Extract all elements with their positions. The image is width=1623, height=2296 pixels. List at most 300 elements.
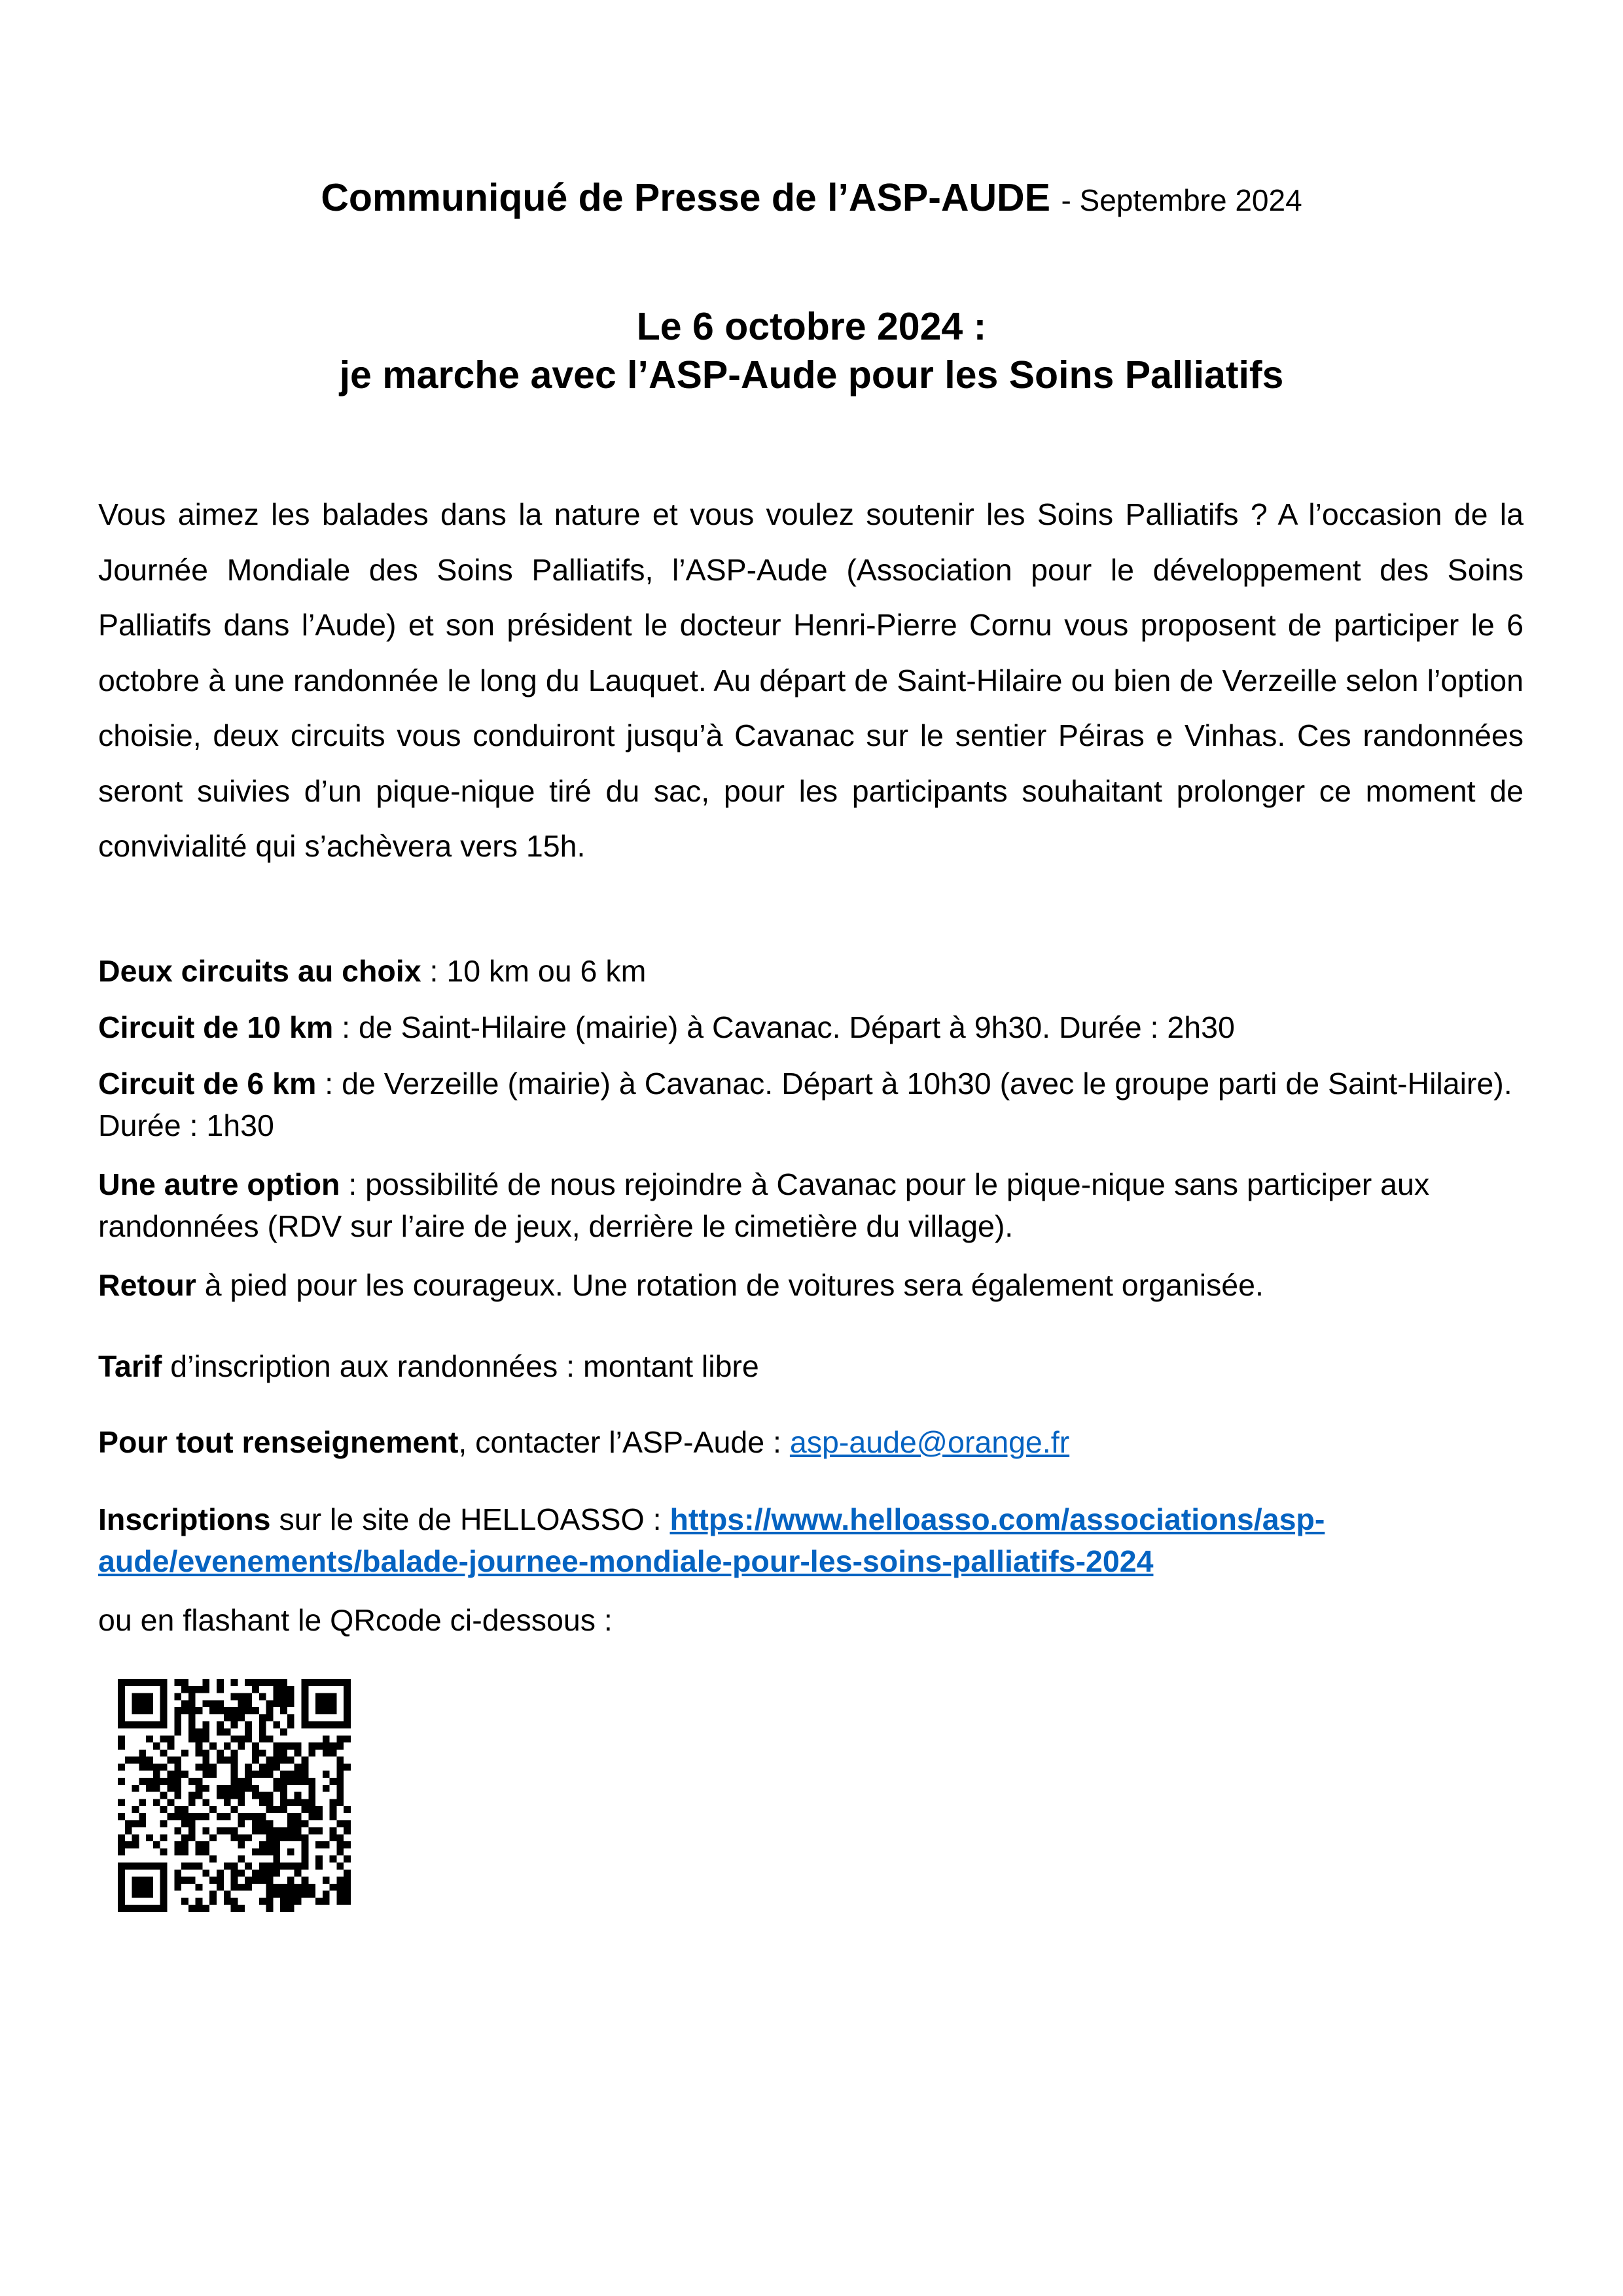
qr-module — [238, 1813, 245, 1820]
qr-module — [118, 1714, 125, 1722]
qr-caption: ou en flashant le QRcode ci-dessous : — [98, 1603, 613, 1637]
qr-module — [273, 1763, 280, 1771]
qr-module — [344, 1820, 351, 1828]
qr-module — [196, 1848, 203, 1856]
qr-module — [252, 1820, 259, 1828]
page-title — [0, 171, 1623, 226]
qr-module — [202, 1735, 209, 1742]
qr-module — [259, 1750, 266, 1757]
qr-module — [202, 1771, 209, 1778]
qr-module — [188, 1707, 196, 1714]
circuit-10km-text: : de Saint-Hilaire (mairie) à Cavanac. Départ à 9h30. Durée : 2h30 — [333, 1010, 1235, 1044]
qr-module — [245, 1785, 252, 1792]
qr-module — [301, 1806, 308, 1813]
qr-module — [287, 1714, 294, 1722]
qr-module — [181, 1771, 188, 1778]
qr-module — [217, 1785, 224, 1792]
qr-module — [231, 1735, 238, 1742]
qr-module — [160, 1735, 168, 1742]
circuits-text: : 10 km ou 6 km — [421, 954, 647, 988]
qr-module — [202, 1679, 209, 1686]
qr-module — [174, 1792, 181, 1799]
qr-module — [266, 1905, 274, 1912]
qr-module — [125, 1841, 132, 1848]
qr-module — [273, 1828, 280, 1835]
qr-module — [294, 1869, 302, 1877]
qr-module — [308, 1813, 315, 1820]
qr-module — [315, 1862, 323, 1869]
qr-module — [217, 1722, 224, 1729]
circuit-6km-label: Circuit de 6 km — [98, 1067, 317, 1101]
qr-module — [287, 1799, 294, 1806]
qr-module — [196, 1750, 203, 1757]
qr-module — [224, 1813, 231, 1820]
qr-module — [118, 1778, 125, 1785]
qr-code-graphic — [118, 1679, 351, 1912]
qr-module — [323, 1679, 330, 1686]
qr-module — [330, 1742, 337, 1750]
qr-module — [259, 1848, 266, 1856]
qr-module — [146, 1891, 153, 1898]
qr-module — [280, 1884, 287, 1891]
qr-module — [132, 1891, 139, 1898]
qr-module — [118, 1799, 125, 1806]
qr-module — [238, 1841, 245, 1848]
qr-module — [132, 1722, 139, 1729]
qr-module — [330, 1834, 337, 1841]
intro-paragraph: Vous aimez les balades dans la nature et vous voulez soutenir les Soins Palliatifs ? A l’occasion de la Journée Mondiale des Soins Palliatifs, l’ASP-Aude (Association pour le développement des Soins Palliatifs dans l’Aude) et son président le docteur Henri-Pierre Cornu vous proposent de participer le 6 octobre à une randonnée le long du Lauquet. Au départ de Saint-Hilaire ou bien de Verzeille selon l’option choisie, deux circuits vous conduiront jusqu’à Cavanac sur le sentier Péiras e Vinhas. Ces randonnées seront suivies d’un pique-nique tiré du sac, pour les participants souhaitant prolonger ce moment de convivialité qui s’achèvera vers 15h. — [98, 497, 1524, 863]
qr-module — [168, 1757, 175, 1764]
qr-module — [160, 1806, 168, 1813]
qr-module — [252, 1750, 259, 1757]
qr-module — [160, 1722, 168, 1729]
qr-module — [336, 1884, 344, 1891]
qr-module — [224, 1707, 231, 1714]
qr-module — [224, 1862, 231, 1869]
qr-module — [181, 1820, 188, 1828]
qr-module — [266, 1848, 274, 1856]
qr-module — [301, 1778, 308, 1785]
qr-module — [245, 1735, 252, 1742]
qr-module — [308, 1778, 315, 1785]
qr-module — [224, 1742, 231, 1750]
qr-module — [245, 1722, 252, 1729]
qr-module — [174, 1693, 181, 1701]
qr-module — [118, 1869, 125, 1877]
qr-module — [196, 1813, 203, 1820]
qr-module — [231, 1778, 238, 1785]
qr-module — [273, 1869, 280, 1877]
qr-module — [266, 1771, 274, 1778]
qr-module — [280, 1834, 287, 1841]
qr-module — [196, 1707, 203, 1714]
qr-module — [181, 1848, 188, 1856]
qr-module — [132, 1862, 139, 1869]
qr-module — [245, 1729, 252, 1736]
qr-module — [252, 1686, 259, 1693]
qr-module — [217, 1679, 224, 1686]
qr-module — [273, 1862, 280, 1869]
qr-module — [196, 1729, 203, 1736]
qr-module — [294, 1862, 302, 1869]
qr-module — [280, 1905, 287, 1912]
qr-module — [209, 1806, 217, 1813]
qr-module — [224, 1792, 231, 1799]
helloasso-link-part-2[interactable]: aude/evenements/balade-journee-mondiale-pour-les-soins-palliatifs-2024 — [98, 1544, 1154, 1578]
qr-module — [146, 1862, 153, 1869]
qr-module — [174, 1714, 181, 1722]
qr-module — [118, 1905, 125, 1912]
qr-module — [188, 1877, 196, 1884]
qr-module — [266, 1806, 274, 1813]
qr-module — [336, 1757, 344, 1764]
qr-module — [188, 1722, 196, 1729]
qr-module — [188, 1686, 196, 1693]
qr-module — [301, 1771, 308, 1778]
qr-module — [118, 1841, 125, 1848]
qr-module — [245, 1693, 252, 1701]
qr-module — [160, 1862, 168, 1869]
qr-module — [280, 1792, 287, 1799]
qr-module — [315, 1707, 323, 1714]
qr-module — [202, 1700, 209, 1707]
qr-module — [259, 1771, 266, 1778]
qr-module — [231, 1834, 238, 1841]
qr-module — [301, 1707, 308, 1714]
qr-module — [336, 1742, 344, 1750]
qr-module — [344, 1869, 351, 1877]
qr-module — [160, 1869, 168, 1877]
qr-module — [231, 1757, 238, 1764]
qr-module — [202, 1763, 209, 1771]
qr-module — [139, 1877, 146, 1884]
qr-module — [118, 1700, 125, 1707]
qr-module — [118, 1877, 125, 1884]
qr-module — [252, 1757, 259, 1764]
qr-module — [323, 1693, 330, 1701]
qr-module — [139, 1891, 146, 1898]
qr-module — [259, 1862, 266, 1869]
qr-module — [330, 1693, 337, 1701]
qr-module — [336, 1771, 344, 1778]
qr-module — [188, 1792, 196, 1799]
qr-module — [188, 1834, 196, 1841]
qr-module — [231, 1898, 238, 1905]
qr-module — [315, 1813, 323, 1820]
helloasso-link-part-1[interactable]: https://www.helloasso.com/associations/asp- — [669, 1502, 1325, 1536]
qr-module — [231, 1884, 238, 1891]
qr-module — [125, 1722, 132, 1729]
qr-module — [273, 1722, 280, 1729]
contact-email-link[interactable]: asp-aude@orange.fr — [789, 1425, 1070, 1459]
qr-module — [308, 1891, 315, 1898]
qr-module — [118, 1848, 125, 1856]
qr-module — [132, 1884, 139, 1891]
qr-module — [330, 1813, 337, 1820]
qr-module — [238, 1785, 245, 1792]
qr-module — [315, 1898, 323, 1905]
qr-module — [217, 1757, 224, 1764]
tariff-label: Tarif — [98, 1349, 162, 1383]
qr-module — [174, 1679, 181, 1686]
qr-module — [209, 1891, 217, 1898]
qr-module — [259, 1877, 266, 1884]
qr-module — [330, 1856, 337, 1863]
qr-module — [259, 1841, 266, 1848]
qr-module — [153, 1862, 160, 1869]
qr-module — [181, 1862, 188, 1869]
qr-module — [245, 1771, 252, 1778]
qr-module — [273, 1742, 280, 1750]
circuits-label: Deux circuits au choix — [98, 954, 421, 988]
qr-module — [231, 1722, 238, 1729]
qr-module — [231, 1905, 238, 1912]
qr-code-icon[interactable] — [118, 1679, 351, 1912]
qr-module — [125, 1757, 132, 1764]
qr-module — [301, 1700, 308, 1707]
qr-module — [252, 1869, 259, 1877]
qr-module — [196, 1905, 203, 1912]
qr-module — [294, 1828, 302, 1835]
qr-module — [294, 1771, 302, 1778]
qr-module — [224, 1799, 231, 1806]
qr-module — [308, 1722, 315, 1729]
qr-module — [336, 1877, 344, 1884]
qr-module — [336, 1841, 344, 1848]
qr-module — [231, 1792, 238, 1799]
qr-module — [280, 1707, 287, 1714]
qr-module — [188, 1905, 196, 1912]
qr-module — [174, 1778, 181, 1785]
qr-module — [344, 1763, 351, 1771]
qr-module — [344, 1898, 351, 1905]
qr-module — [174, 1828, 181, 1835]
qr-module — [202, 1799, 209, 1806]
qr-module — [139, 1707, 146, 1714]
qr-module — [273, 1806, 280, 1813]
qr-module — [266, 1841, 274, 1848]
qr-module — [266, 1828, 274, 1835]
qr-module — [294, 1898, 302, 1905]
circuit-6km-text: : de Verzeille (mairie) à Cavanac. Départ à 10h30 (avec le groupe parti de Saint-Hilaire). Durée : 1h30 — [98, 1067, 1512, 1142]
qr-module — [139, 1778, 146, 1785]
qr-module — [245, 1862, 252, 1869]
qr-module — [287, 1862, 294, 1869]
qr-module — [330, 1828, 337, 1835]
qr-module — [231, 1877, 238, 1884]
qr-module — [132, 1820, 139, 1828]
qr-module — [301, 1757, 308, 1764]
qr-module — [252, 1813, 259, 1820]
qr-module — [245, 1679, 252, 1686]
qr-module — [188, 1778, 196, 1785]
qr-module — [280, 1757, 287, 1764]
qr-module — [308, 1679, 315, 1686]
qr-module — [118, 1813, 125, 1820]
contact-text: , contacter l’ASP-Aude : — [458, 1425, 790, 1459]
qr-module — [181, 1898, 188, 1905]
qr-module — [146, 1693, 153, 1701]
qr-module — [252, 1877, 259, 1884]
qr-module — [252, 1848, 259, 1856]
qr-module — [174, 1722, 181, 1729]
qr-module — [266, 1820, 274, 1828]
qr-module — [280, 1828, 287, 1835]
qr-module — [202, 1869, 209, 1877]
other-option-label: Une autre option — [98, 1167, 340, 1201]
contact-line — [98, 1421, 1524, 1463]
qr-module — [287, 1693, 294, 1701]
qr-module — [323, 1841, 330, 1848]
qr-module — [160, 1820, 168, 1828]
qr-module — [160, 1792, 168, 1799]
qr-module — [315, 1700, 323, 1707]
qr-module — [280, 1729, 287, 1736]
qr-module — [160, 1891, 168, 1898]
circuit-10km-label: Circuit de 10 km — [98, 1010, 334, 1044]
qr-module — [259, 1679, 266, 1686]
qr-module — [132, 1785, 139, 1792]
qr-module — [146, 1700, 153, 1707]
qr-module — [280, 1806, 287, 1813]
qr-module — [287, 1905, 294, 1912]
qr-module — [174, 1785, 181, 1792]
qr-module — [323, 1877, 330, 1884]
qr-module — [259, 1898, 266, 1905]
qr-module — [174, 1848, 181, 1856]
qr-module — [280, 1750, 287, 1757]
qr-module — [231, 1862, 238, 1869]
qr-module — [294, 1884, 302, 1891]
qr-module — [238, 1799, 245, 1806]
qr-module — [224, 1729, 231, 1736]
qr-module — [231, 1771, 238, 1778]
qr-module — [238, 1735, 245, 1742]
qr-module — [287, 1722, 294, 1729]
qr-module — [294, 1778, 302, 1785]
qr-module — [160, 1898, 168, 1905]
qr-module — [168, 1785, 175, 1792]
qr-module — [315, 1693, 323, 1701]
return-text: à pied pour les courageux. Une rotation de voitures sera également organisée. — [196, 1268, 1264, 1302]
qr-module — [323, 1735, 330, 1742]
qr-module — [188, 1828, 196, 1835]
qr-module — [160, 1693, 168, 1701]
qr-module — [181, 1707, 188, 1714]
qr-module — [273, 1848, 280, 1856]
qr-module — [188, 1729, 196, 1736]
qr-module — [323, 1750, 330, 1757]
qr-module — [344, 1707, 351, 1714]
qr-module — [273, 1757, 280, 1764]
qr-module — [245, 1813, 252, 1820]
qr-module — [252, 1828, 259, 1835]
qr-module — [344, 1856, 351, 1863]
qr-module — [238, 1884, 245, 1891]
qr-module — [259, 1763, 266, 1771]
qr-module — [168, 1778, 175, 1785]
qr-module — [196, 1884, 203, 1891]
qr-module — [231, 1869, 238, 1877]
qr-module — [259, 1714, 266, 1722]
qr-module — [202, 1828, 209, 1835]
qr-module — [231, 1693, 238, 1701]
qr-module — [181, 1877, 188, 1884]
qr-module — [315, 1828, 323, 1835]
qr-module — [181, 1834, 188, 1841]
qr-module — [273, 1686, 280, 1693]
qr-module — [209, 1742, 217, 1750]
qr-module — [287, 1848, 294, 1856]
qr-module — [301, 1856, 308, 1863]
qr-module — [174, 1841, 181, 1848]
qr-module — [344, 1884, 351, 1891]
qr-module — [160, 1834, 168, 1841]
qr-module — [174, 1771, 181, 1778]
qr-module — [280, 1771, 287, 1778]
qr-module — [231, 1750, 238, 1757]
qr-module — [188, 1693, 196, 1701]
qr-module — [259, 1735, 266, 1742]
qr-module — [245, 1700, 252, 1707]
qr-module — [217, 1877, 224, 1884]
qr-module — [308, 1799, 315, 1806]
qr-module — [125, 1679, 132, 1686]
qr-module — [238, 1820, 245, 1828]
qr-module — [153, 1722, 160, 1729]
qr-module — [146, 1763, 153, 1771]
qr-module — [330, 1778, 337, 1785]
qr-module — [301, 1891, 308, 1898]
qr-module — [224, 1785, 231, 1792]
qr-module — [336, 1785, 344, 1792]
qr-module — [146, 1834, 153, 1841]
qr-module — [139, 1813, 146, 1820]
qr-module — [336, 1763, 344, 1771]
qr-module — [146, 1905, 153, 1912]
qr-module — [238, 1778, 245, 1785]
qr-module — [160, 1884, 168, 1891]
qr-module — [231, 1763, 238, 1771]
qr-module — [294, 1820, 302, 1828]
qr-module — [330, 1806, 337, 1813]
qr-module — [132, 1841, 139, 1848]
qr-module — [259, 1828, 266, 1835]
qr-module — [139, 1722, 146, 1729]
qr-module — [280, 1898, 287, 1905]
qr-module — [224, 1828, 231, 1835]
qr-module — [323, 1707, 330, 1714]
qr-module — [273, 1750, 280, 1757]
qr-module — [118, 1686, 125, 1693]
qr-module — [174, 1884, 181, 1891]
qr-module — [202, 1722, 209, 1729]
qr-module — [224, 1891, 231, 1898]
press-release-date: - Septembre 2024 — [1061, 183, 1302, 217]
qr-module — [259, 1799, 266, 1806]
qr-module — [245, 1877, 252, 1884]
qr-module — [280, 1891, 287, 1898]
qr-module — [160, 1905, 168, 1912]
qr-module — [336, 1898, 344, 1905]
qr-module — [330, 1884, 337, 1891]
qr-module — [202, 1848, 209, 1856]
qr-module — [196, 1785, 203, 1792]
qr-module — [266, 1862, 274, 1869]
qr-module — [252, 1742, 259, 1750]
qr-module — [344, 1806, 351, 1813]
qr-module — [273, 1693, 280, 1701]
